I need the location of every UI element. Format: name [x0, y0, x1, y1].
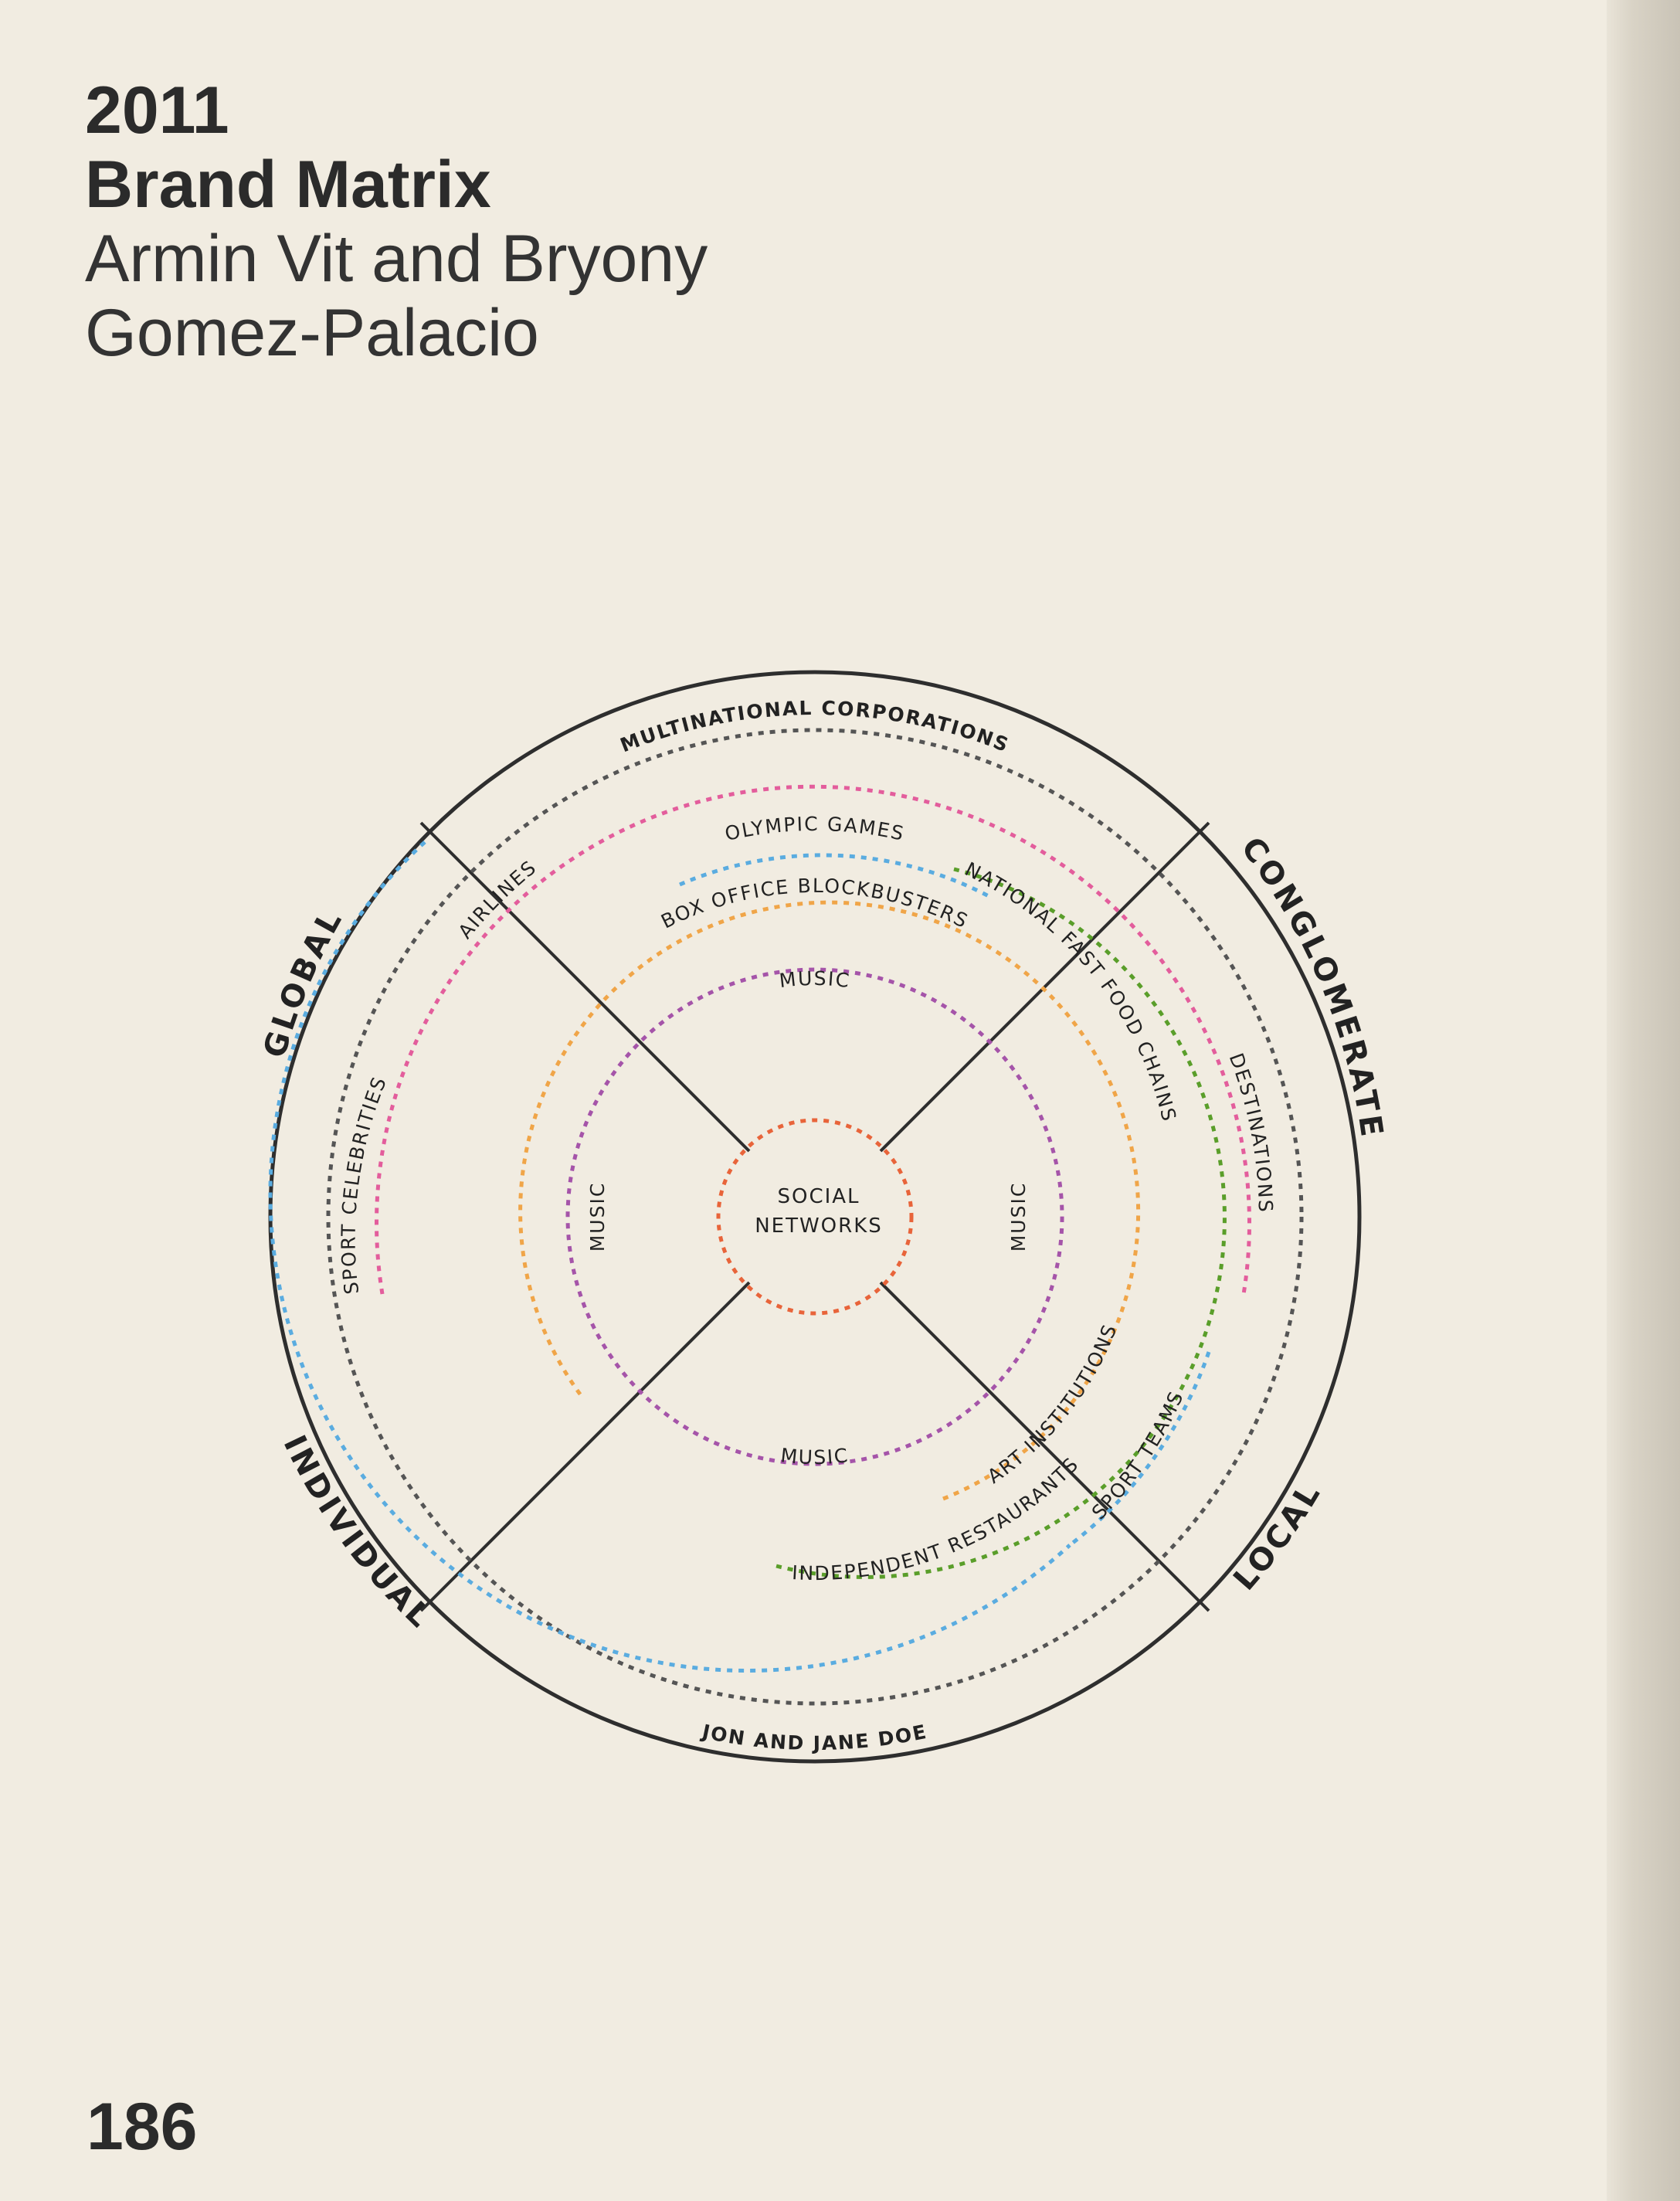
label-sport-celebrities: SPORT CELEBRITIES — [337, 1072, 392, 1296]
page-edge-shadow — [1607, 0, 1680, 2201]
label-olympic-games: OLYMPIC GAMES — [722, 812, 908, 846]
divider-top-left — [421, 823, 749, 1151]
label-global: GLOBAL — [256, 902, 351, 1062]
brand-matrix-diagram — [151, 502, 1479, 1931]
label-local: LOCAL — [1227, 1475, 1329, 1598]
label-social: SOCIAL — [777, 1185, 860, 1208]
page-number: 186 — [87, 2090, 198, 2164]
title-authors-line2: Gomez-Palacio — [85, 296, 539, 370]
title-block — [85, 73, 857, 370]
label-airlines: AIRLINES — [453, 855, 541, 943]
title-year: 2011 — [85, 73, 229, 148]
label-box-office-blockbusters: BOX OFFICE BLOCKBUSTERS — [657, 874, 972, 933]
label-music-bottom: MUSIC — [779, 1444, 850, 1469]
label-national-fast-food-chains: NATIONAL FAST FOOD CHAINS — [961, 858, 1181, 1125]
label-networks: NETWORKS — [755, 1214, 883, 1238]
divider-bottom-left — [421, 1282, 749, 1611]
title-authors-line1: Armin Vit and Bryony — [85, 222, 708, 296]
label-sport-teams: SPORT TEAMS — [1087, 1387, 1189, 1524]
label-music-right: MUSIC — [1007, 1181, 1030, 1252]
label-music-left: MUSIC — [586, 1181, 609, 1252]
label-music-top: MUSIC — [778, 966, 852, 993]
label-art-institutions: ART INSTITUTIONS — [983, 1320, 1122, 1488]
label-independent-restaurants: INDEPENDENT RESTAURANTS — [791, 1452, 1084, 1585]
label-destinations: DESTINATIONS — [1224, 1050, 1278, 1214]
label-multinational-corporations: MULTINATIONAL CORPORATIONS — [616, 696, 1013, 757]
title-name: Brand Matrix — [85, 148, 491, 222]
label-jon-and-jane-doe: JON AND JANE DOE — [700, 1720, 930, 1755]
label-individual: INDIVIDUAL — [276, 1430, 440, 1636]
label-conglomerate: CONGLOMERATE — [1234, 830, 1390, 1143]
